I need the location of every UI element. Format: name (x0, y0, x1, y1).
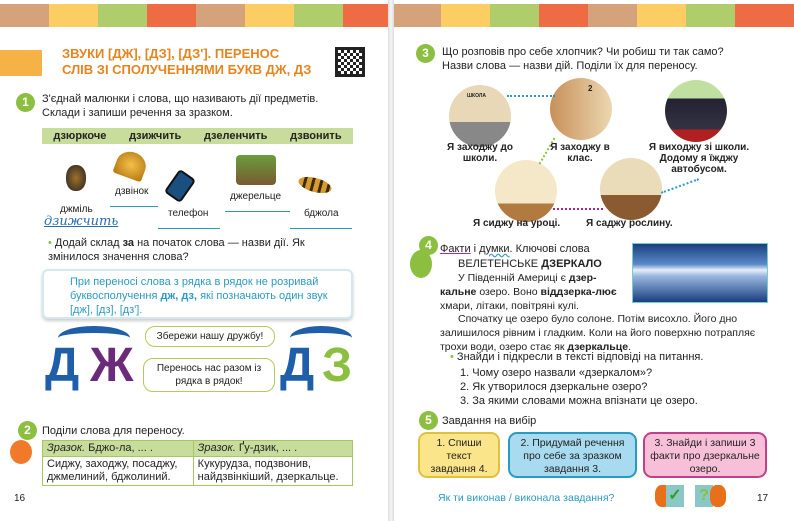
fox-mascot-icon (710, 485, 726, 507)
task3-line2: Назви слова — назви дій. Поділи їх для переносу. (442, 60, 698, 72)
question: 1. Чому озеро назвали «дзеркалом»? (460, 367, 653, 379)
text: хмари, літаки, повітряні кулі. (440, 300, 579, 312)
item-label: телефон (168, 208, 209, 219)
task4-header (440, 242, 590, 256)
bullet-text: Знайди і підкресли в тексті відповіді на питання. (456, 351, 704, 363)
spring-image (236, 155, 276, 185)
bullet-text: на початок слова — назви дії. Як змінилося значення слова? (48, 237, 305, 263)
check-card-icon[interactable]: ✓ (666, 485, 684, 507)
question: 3. За якими словами можна впізнати це озеро. (460, 395, 698, 407)
bold-word: дзер-кальне (440, 272, 597, 298)
task1-line2: Склади і запиши речення за зразком. (42, 107, 233, 119)
story-heading (458, 257, 602, 271)
rule-text: При переносі слова з рядка в рядок не розривай буквосполучення (70, 276, 319, 302)
text: У Південній Америці є (458, 272, 569, 284)
word: дзижчить (129, 130, 182, 142)
letter-d: Д (45, 339, 80, 392)
key-words-text: . Ключові слова (509, 243, 590, 255)
title-line-1: ЗВУКИ [ДЖ], [ДЗ], [ДЗ']. ПЕРЕНОС (62, 46, 280, 61)
task-number-badge: 2 (18, 421, 37, 440)
sample-text: Бджо-ла, ... . (85, 442, 153, 454)
caption: Я виходжу зі школи. Додому я їжджу автобусом. (648, 142, 750, 175)
bell-image (112, 148, 149, 183)
word-table (42, 440, 353, 486)
task-number-badge: 5 (419, 411, 438, 430)
word: дзеленчить (203, 130, 268, 142)
task1-instructions (42, 92, 318, 120)
word: дзвонить (290, 130, 342, 142)
bullet-icon: • (450, 351, 457, 363)
lake-photo (632, 243, 768, 303)
caption: Я заходжу до школи. (447, 142, 513, 164)
bullet-icon: • (48, 237, 55, 249)
bumblebee-image (66, 165, 86, 191)
choice-card-2[interactable]: 2. Придумай речення про себе за зразком завдання 3. (508, 432, 637, 478)
caption: Я сиджу на уроці. (473, 218, 561, 229)
boy-class-image (550, 78, 612, 140)
answer-line (290, 228, 352, 229)
page-number: 16 (14, 493, 26, 504)
pencil-mascot-icon (10, 440, 32, 464)
task-number-badge: 3 (416, 44, 435, 63)
task3-line1: Що розповів про себе хлопчик? Чи робиш ти так само? (442, 46, 724, 58)
speech-bubble: Перенось нас разом із рядка в рядок! (143, 358, 275, 392)
item-label: джміль (60, 204, 93, 215)
item-label: бджола (304, 208, 339, 219)
rule-bold: дж, дз, (160, 290, 198, 302)
text: озеро. Воно (476, 286, 541, 298)
item-label: дзвінок (115, 186, 149, 197)
bullet-text: Додай склад (54, 237, 123, 249)
school-sign: ШКОЛА (467, 93, 486, 99)
story-paragraph-2 (440, 312, 770, 354)
page-number: 17 (757, 493, 769, 504)
phone-image (164, 169, 196, 203)
table-cell: Кукурудза, подзвонив, найдзвінкіший, дзеркальце. (193, 457, 352, 486)
task2-instructions: Поділи слова для переносу. (42, 425, 185, 437)
table-cell: Сиджу, заходжу, посаджу, джмелиний, бджолиний. (43, 457, 194, 486)
path-arrow (661, 178, 699, 194)
caption: Я саджу рослину. (586, 218, 673, 229)
text: . (628, 341, 631, 353)
boy-bus-image (665, 80, 727, 142)
table-header (193, 441, 352, 457)
word: дзюркоче (53, 130, 107, 142)
door-number: 2 (588, 84, 593, 93)
text: Спочатку це озеро було солоне. Потім висохло. Його дно залишилося рівним і гладким. Коли на його поверхню потрапляє трохи води, озеро стає як (440, 313, 756, 353)
choice-card-1[interactable]: 1. Спиши текст завдання 4. (418, 432, 500, 478)
task3-instructions (442, 45, 724, 73)
question-list (460, 366, 698, 408)
page-title (62, 46, 311, 78)
bee-image (297, 174, 333, 196)
color-stripe-right (392, 4, 794, 27)
question-card-icon[interactable]: ? (695, 485, 713, 507)
question: 2. Як утворилося дзеркальне озеро? (460, 381, 648, 393)
answer-line (110, 206, 158, 207)
rule-box (42, 269, 353, 319)
heading-text: ВЕЛЕТЕНСЬКЕ (458, 258, 542, 270)
title-line-2: СЛІВ ЗІ СПОЛУЧЕННЯМИ БУКВ ДЖ, ДЗ (62, 62, 312, 77)
letter-z: З (322, 339, 353, 392)
letter-zh: Ж (90, 339, 134, 392)
task1-line1: З'єднай малюнки і слова, що називають дії предметів. (42, 93, 319, 105)
bold-word: віддзерка-лює (540, 286, 617, 298)
and-text: і (470, 243, 480, 255)
task4-bullet (450, 350, 703, 364)
caption: Я заходжу в клас. (550, 142, 610, 164)
task-number-badge: 4 (419, 236, 438, 255)
answer-line (158, 228, 220, 229)
sample-text: Ґу-дзик, ... . (235, 442, 298, 454)
opinions-label: думки (479, 243, 510, 255)
choice-card-3[interactable]: 3. Знайди і запиши 3 факти про дзеркальне озеро. (643, 432, 767, 478)
boy-lesson-image (495, 160, 557, 222)
task-number-badge: 1 (16, 93, 35, 112)
title-marker (0, 50, 42, 76)
rule-text: які позначають один звук [дж], [дз], [дз']. (70, 290, 328, 316)
sample-label: Зразок. (197, 442, 236, 454)
table-header (43, 441, 194, 457)
task1-bullet (48, 236, 353, 264)
item-label: джерельце (230, 191, 282, 202)
self-assessment-prompt: Як ти виконав / виконала завдання? (438, 492, 615, 504)
answer-line (225, 211, 290, 212)
handwritten-answer: дзижчить (44, 214, 119, 229)
letter-d: Д (280, 339, 315, 392)
owl-mascot-icon (410, 250, 432, 278)
path-arrow (553, 208, 603, 210)
heading-bold: ДЗЕРКАЛО (541, 258, 602, 270)
sample-label: Зразок. (47, 442, 86, 454)
path-arrow (507, 95, 555, 97)
bullet-bold: за (122, 237, 135, 249)
story-paragraph-1 (440, 271, 630, 313)
facts-label: Факти (440, 243, 471, 255)
task5-instructions: Завдання на вибір (442, 415, 537, 427)
speech-bubble: Збережи нашу дружбу! (145, 326, 275, 347)
qr-code-icon[interactable] (335, 47, 365, 77)
boy-school-image (449, 85, 511, 147)
color-stripe-left (0, 4, 389, 27)
page-gutter (388, 0, 394, 521)
verb-word-strip (42, 128, 353, 144)
bold-word: дзеркальце (567, 341, 629, 353)
